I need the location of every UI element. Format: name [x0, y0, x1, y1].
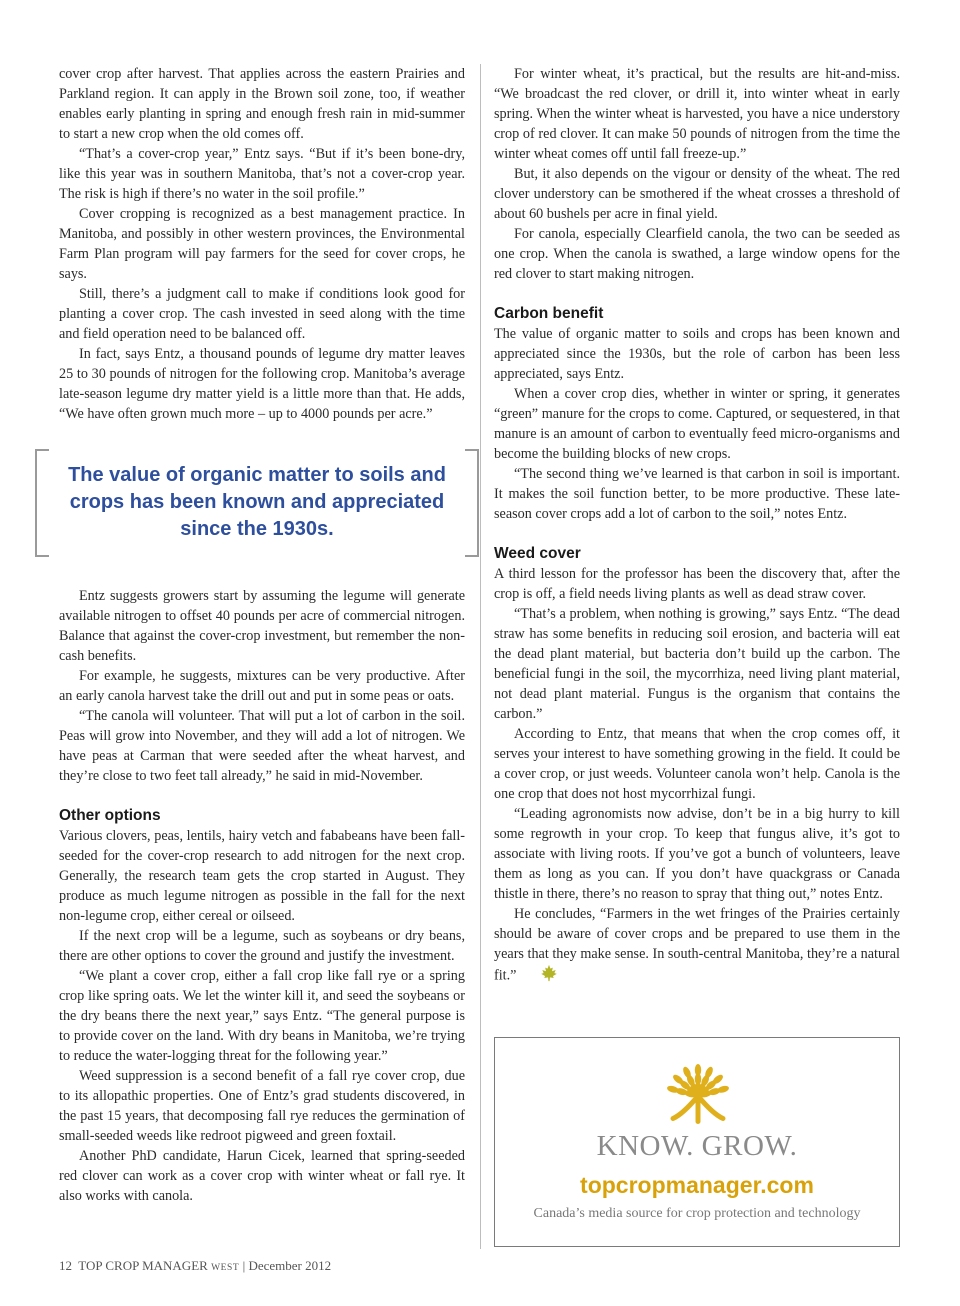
subhead-carbon-benefit: Carbon benefit — [494, 305, 604, 322]
paragraph: The value of organic matter to soils and crops has been known and appreciated since the 1930s, but the role of carbon has been less appreciated, says Entz. — [494, 326, 900, 382]
left-column — [59, 64, 465, 1206]
paragraph: “Leading agronomists now advise, don’t be in a big hurry to kill some regrowth in your crop. To keep that fungus alive, it’s got to associate with living roots. If you’ve got a bunch of volunteers, leave them as long as you can. If you don’t have quackgrass or Canada thistle in there, there’s no reason to spray that thing out,” notes Entz. — [494, 806, 900, 902]
paragraph: When a cover crop dies, whether in winter or spring, it generates “green” manure for the crops to come. Captured, or sequestered, in that manure is an amount of carbon to eventually feed micro-organisms and become the building blocks of new crops. — [494, 386, 900, 462]
paragraph: For canola, especially Clearfield canola, the two can be seeded as one crop. When the canola is swathed, a large window opens for the red clover to start making nitrogen. — [494, 226, 900, 282]
right-top-paragraphs — [494, 64, 900, 284]
paragraph: A third lesson for the professor has been the discovery that, after the crop is off, a field needs living plants as well as dead straw cover. — [494, 566, 900, 602]
left-mid-paragraphs — [59, 586, 465, 786]
closing-text: He concludes, “Farmers in the wet fringes of the Prairies certainly should be aware of cover crops and be prepared to use them in the years that they make sense. In south-central Manitoba, they’re a natural fit.” — [494, 906, 900, 984]
paragraph: For example, he suggests, mixtures can be very productive. After an early canola harvest take the drill out and put in some peas or oats. — [59, 668, 465, 704]
pull-quote-bracket-left — [35, 449, 49, 557]
paragraph: For winter wheat, it’s practical, but the results are hit-and-miss. “We broadcast the red clover, or drill it, into winter wheat in early spring. When the winter wheat is harvested, you have a nice understory crop of red clover. It can make 50 pounds of nitrogen from the time the winter wheat comes off until fall freeze-up.” — [494, 66, 900, 162]
paragraph: In fact, says Entz, a thousand pounds of legume dry matter leaves 25 to 30 pounds of nitrogen for the following crop. Manitoba’s average late-season legume dry matter yield is a little more than that. He adds, “We have often grown much more – up to 4000 pounds per acre.” — [59, 346, 465, 422]
pull-quote — [35, 449, 479, 561]
column-divider — [480, 64, 481, 1249]
paragraph: Another PhD candidate, Harun Cicek, learned that spring-seeded red clover can work as a cover crop with winter wheat or fall rye. It also works with canola. — [59, 1148, 465, 1204]
paragraph: According to Entz, that means that when the crop comes off, it serves your interest to have something growing in the field. It could be a cover crop, or just weeds. Volunteer canola won’t help. Canola is the one crop that does not host mycorrhizal fungi. — [494, 726, 900, 802]
paragraph: “The second thing we’ve learned is that carbon in soil is important. It makes the soil function better, to be more productive. These late-season cover crops add a lot of carbon to the soil,” notes Entz. — [494, 466, 900, 522]
paragraph: Weed suppression is a second benefit of a fall rye cover crop, due to its allopathic properties. One of Entz’s grad students discovered, in the past 15 years, that decomposing fall rye reduces the germination of small-seeded weeds like redroot pigweed and green foxtail. — [59, 1068, 465, 1144]
paragraph: Cover cropping is recognized as a best management practice. In Manitoba, and possibly in other western provinces, the Environmental Farm Plan program will pay farmers for the seed for cover crops, he says. — [59, 206, 465, 282]
paragraph: “The canola will volunteer. That will put a lot of carbon in the soil. Peas will grow into November, and they will add a lot of nitrogen. We have peas at Carman that were seeded after the wheat harvest, and they’re close to two feet tall already,” he said in mid-November. — [59, 708, 465, 784]
paragraph: “That’s a problem, when nothing is growing,” says Entz. “The dead straw has some benefits in reducing soil erosion, and bacteria will eat the dead plant material, but bacteria don’t build up the carbon. The beneficial fungi in the soil, the mycorrhiza, need living plant material, not dead plant material. Fungus is the organism that contains the carbon.” — [494, 606, 900, 722]
paragraph: Still, there’s a judgment call to make if conditions look good for planting a cover crop. The cash invested in seed along with the time and field operation need to be balanced off. — [59, 286, 465, 342]
other-options-paragraphs — [59, 826, 465, 1206]
issue-date: December 2012 — [248, 1258, 332, 1273]
paragraph: cover crop after harvest. That applies across the eastern Prairies and Parkland region. It can apply in the Brown soil zone, too, if weather enables early planting in spring and enough fresh rain in mid-summer to start a new crop when the old comes off. — [59, 66, 465, 142]
footer-separator: | — [242, 1258, 246, 1273]
ad-tagline: KNOW. GROW. — [596, 1130, 798, 1162]
paragraph: But, it also depends on the vigour or density of the wheat. The red clover understory can be smothered if the wheat crosses a threshold of about 60 bushels per acre in final yield. — [494, 166, 900, 222]
paragraph: Various clovers, peas, lentils, hairy vetch and fababeans have been fall-seeded for the cover-crop research to add nitrogen for the next crop. Generally, the research team gets the crop started in August. They produce as much legume nitrogen as possible in the fall for the next non-legume crop, either cereal or oilseed. — [59, 828, 465, 924]
subhead-weed-cover: Weed cover — [494, 545, 581, 562]
wheat-burst-logo-icon — [658, 1056, 738, 1129]
pull-quote-bracket-right — [465, 449, 479, 557]
paragraph: “We plant a cover crop, either a fall crop like fall rye or a spring crop like spring oats. We let the winter kill it, and seed the soybeans or the dry beans there the next year,” says Entz. “The general purpose is to provide cover on the land. With dry beans in Manitoba, we’re trying to reduce the water-logging threat for the following year.” — [59, 968, 465, 1064]
paragraph: Entz suggests growers start by assuming the legume will generate available nitrogen to offset 40 pounds per acre of commercial nitrogen. Balance that against the cover-crop investment, but remember the non-cash benefits. — [59, 588, 465, 664]
subhead-other-options: Other options — [59, 807, 161, 824]
closing-paragraph — [494, 904, 900, 988]
paragraph: If the next crop will be a legume, such as soybeans or dry beans, there are other options to cover the ground and justify the investment. — [59, 928, 465, 964]
carbon-paragraphs — [494, 324, 900, 524]
maple-leaf-icon — [520, 964, 558, 988]
advertisement-box[interactable] — [494, 1037, 900, 1247]
left-top-paragraphs — [59, 64, 465, 424]
right-column — [494, 64, 900, 988]
weed-paragraphs — [494, 564, 900, 988]
page-number: 12 — [59, 1258, 72, 1273]
ad-description: Canada’s media source for crop protection and technology — [533, 1206, 861, 1221]
publication-name: TOP CROP MANAGER — [78, 1258, 208, 1273]
ad-url-link[interactable]: topcropmanager.com — [580, 1172, 814, 1198]
edition-label: WEST — [211, 1263, 240, 1273]
pull-quote-text: The value of organic matter to soils and crops has been known and appreciated since the 1930s. — [68, 464, 446, 540]
paragraph: “That’s a cover-crop year,” Entz says. “But if it’s been bone-dry, like this year was in southern Manitoba, that’s not a cover-crop year. The risk is high if there’s no water in the soil profile.” — [59, 146, 465, 202]
page-footer — [59, 1258, 331, 1274]
